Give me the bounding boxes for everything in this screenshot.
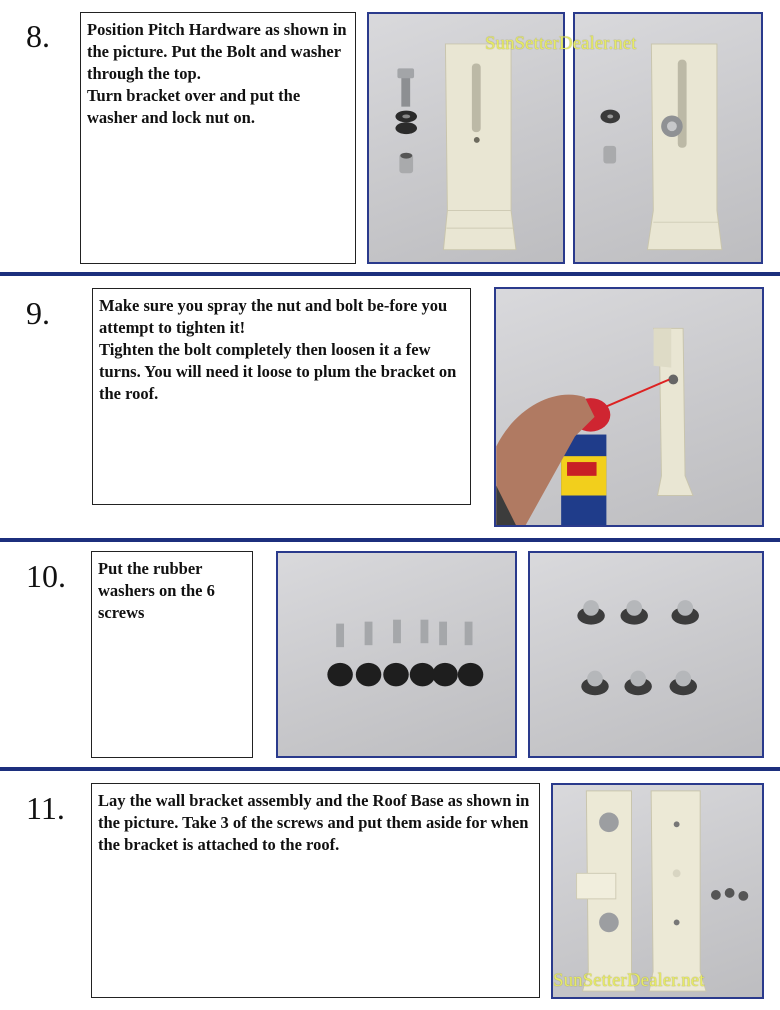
divider-1: [0, 272, 780, 276]
wall-bracket-roof-base-image: [553, 785, 762, 997]
step-11-number: 11.: [26, 790, 65, 826]
step-11-photo-bracket-roof-base: [551, 783, 764, 999]
screws-and-washers-image: [278, 553, 515, 756]
screws-assembled-image: [530, 553, 762, 756]
watermark-bottom: SunSetterDealer.net: [553, 970, 705, 991]
step-8-instructions: Position Pitch Hardware as shown in the picture. Put the Bolt and washer through the top. Turn bracket over and put the washer and lock nut on.: [80, 12, 356, 264]
watermark-top: SunSetterDealer.net: [485, 33, 637, 54]
step-10-number: 10.: [26, 558, 66, 594]
step-9-number: 9.: [26, 295, 50, 331]
step-10-instructions: Put the rubber washers on the 6 screws: [91, 551, 253, 758]
step-11-instructions: Lay the wall bracket assembly and the Roof Base as shown in the picture. Take 3 of the screws and put them aside for when the bracket is attached to the roof.: [91, 783, 540, 998]
divider-3: [0, 767, 780, 771]
step-9-instructions: Make sure you spray the nut and bolt be-fore you attempt to tighten it! Tighten the bolt completely then loosen it a few turns. You will need it loose to plum the bracket on the roof.: [92, 288, 471, 505]
divider-2: [0, 538, 780, 542]
step-8-number: 8.: [26, 18, 50, 54]
spray-can-image: [496, 289, 762, 525]
step-10-photo-screws-assembled: [528, 551, 764, 758]
step-9-photo-spray: [494, 287, 764, 527]
step-10-photo-screws-washers: [276, 551, 517, 758]
